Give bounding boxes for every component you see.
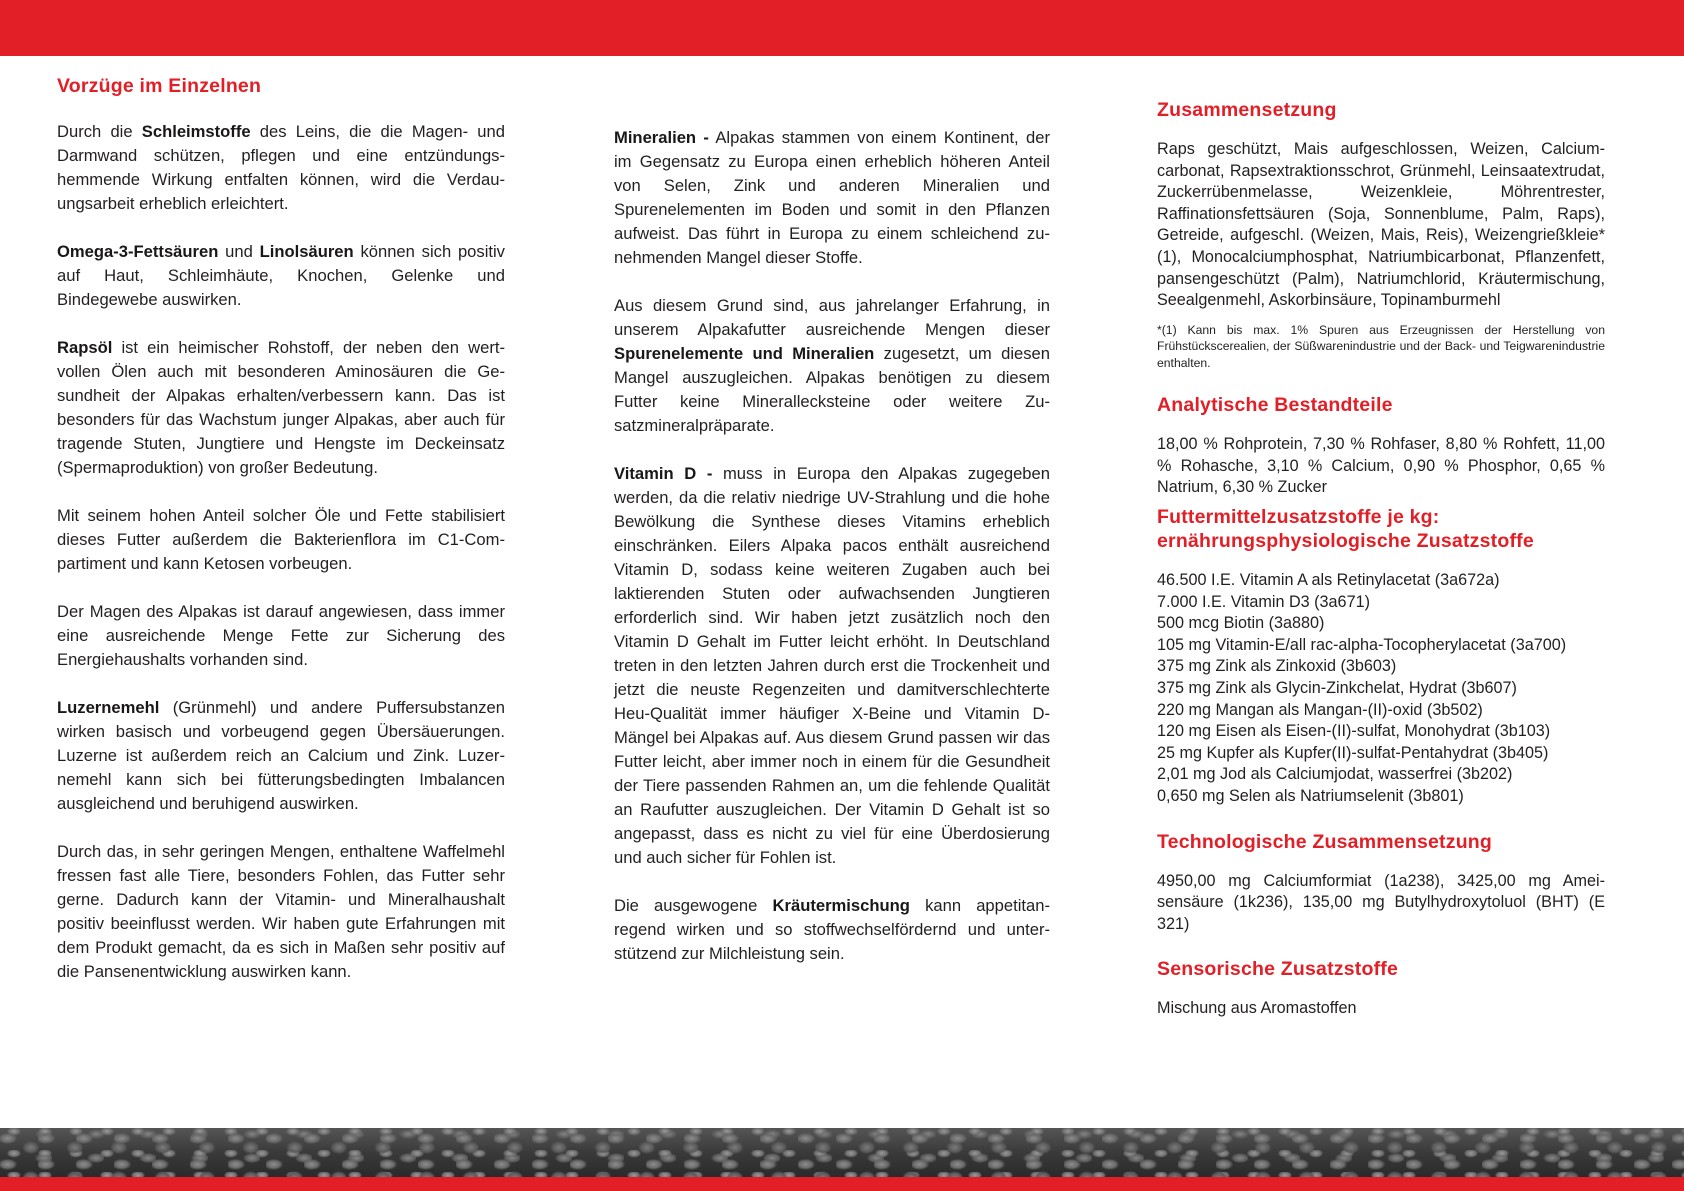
list-item: 0,650 mg Selen als Natriumselenit (3b801) — [1157, 786, 1464, 805]
text-sensorische-zusatzstoffe: Mischung aus Aromastoffen — [1157, 999, 1357, 1018]
heading-futtermittelzusatzstoffe: Futtermittelzusatzstoffe je kg: ernährungsphysiologische Zusatzstoffe — [1157, 506, 1534, 553]
top-red-band — [0, 0, 1684, 56]
paragraph-mineralien: Mineralien - Alpakas stammen von einem Kontinent, der im Gegensatz zu Europa einen erheblich höheren Anteil von Selen, Zink und anderen Mineralien und Spurenelementen im Boden und somit in den Pflanzen aufweist. Das führt in Europa zu einem schleichend zunehmenden Mangel dieser Stoffe. — [614, 128, 1050, 267]
left-column — [57, 74, 505, 1008]
pellet-photo-strip — [0, 1128, 1684, 1177]
list-item: 120 mg Eisen als Eisen-(II)-sulfat, Monohydrat (3b103) — [1157, 722, 1551, 741]
right-column — [1157, 98, 1605, 1042]
paragraph-waffelmehl: Durch das, in sehr geringen Mengen, enthaltene Waffelmehl fressen fast alle Tiere, besonders Fohlen, das Futter sehr gerne. Dadurch kann der Vitamin- und Mineralhaushalt positiv beeinflusst werden. Wir haben gute Erfahrungen mit dem Produkt gemacht, da es sich in Maßen sehr positiv auf die Pansenentwicklung auswirken kann. — [57, 842, 505, 981]
paragraph-rapsoel: Rapsöl ist ein heimischer Rohstoff, der neben den wertvollen Ölen auch mit besonderen Aminosäuren die Gesundheit der Alpakas erhalten/verbessern kann. Das ist besonders für das Wachstum junger Alpakas, aber auch für tragende Stuten, Jungtiere und Hengste im Deckeinsatz (Spermaproduktion) von großer Bedeutung. — [57, 338, 505, 477]
text-zusammensetzung: Raps geschützt, Mais aufgeschlossen, Weizen, Calciumcarbonat, Rapsextraktionsschrot, Grünmehl, Leinsaatextrudat, Zuckerrübenmelasse, Weizenkleie, Möhrentrester, Raffinationsfettsäuren (Soja, Sonnenblume, Palm, Raps), Getreide, aufgeschl. (Weizen, Mais, Reis), Weizengrießkleie*(1), Monocalciumphosphat, Natriumbicarbonat, Pflanzenfett, pansengeschützt (Palm), Natriumchlorid, Kräutermischung, Seealgenmehl, Askorbinsäure, Topinamburmehl — [1157, 140, 1605, 310]
paragraph-spurenelemente: Aus diesem Grund sind, aus jahrelanger Erfahrung, in unserem Alpakafutter ausreichende Mengen dieser Spurenelemente und Mineralien zugesetzt, um diesen Mangel auszugleichen. Alpakas benötigen zu diesem Futter keine Minerallecksteine oder weitere Zusatzmineralpräparate. — [614, 296, 1050, 435]
list-item: 105 mg Vitamin-E/all rac-alpha-Tocopherylacetat (3a700) — [1157, 635, 1567, 654]
heading-vorzuege: Vorzüge im Einzelnen — [57, 75, 262, 97]
list-item: 2,01 mg Jod als Calciumjodat, wasserfrei (3b202) — [1157, 765, 1513, 784]
list-item: 375 mg Zink als Zinkoxid (3b603) — [1157, 657, 1397, 676]
additives-list — [1157, 570, 1605, 808]
list-item: 220 mg Mangan als Mangan-(II)-oxid (3b502) — [1157, 700, 1483, 719]
list-item: 25 mg Kupfer als Kupfer(II)-sulfat-Pentahydrat (3b405) — [1157, 743, 1549, 762]
list-item: 375 mg Zink als Glycin-Zinkchelat, Hydrat (3b607) — [1157, 679, 1517, 697]
heading-technologische-zusammensetzung: Technologische Zusammensetzung — [1157, 830, 1493, 853]
list-item: 500 mcg Biotin (3a880) — [1157, 614, 1325, 633]
heading-analytische-bestandteile: Analytische Bestandteile — [1157, 394, 1393, 417]
bottom-red-band — [0, 1177, 1684, 1191]
footnote-spuren: *(1) Kann bis max. 1% Spuren aus Erzeugnissen der Herstellung von Frühstückscerealien, der Süßwarenindustrie und der Back- und Teigwarenindustrie enthalten. — [1157, 322, 1605, 370]
paragraph-schleimstoffe: Durch die Schleimstoffe des Leins, die die Magen- und Darmwand schützen, pflegen und eine entzündungshemmende Wirkung entfalten können, wird die Verdauungsarbeit erheblich erleichtert. — [57, 122, 505, 213]
list-item: 46.500 I.E. Vitamin A als Retinylacetat (3a672a) — [1157, 571, 1500, 590]
heading-sensorische-zusatzstoffe: Sensorische Zusatzstoffe — [1157, 958, 1399, 981]
list-item: 7.000 I.E. Vitamin D3 (3a671) — [1157, 592, 1370, 611]
middle-column — [614, 126, 1050, 990]
paragraph-magen: Der Magen des Alpakas ist darauf angewiesen, dass immer eine ausreichende Menge Fette zur Sicherung des Energiehaushalts vorhanden sind. — [57, 602, 505, 669]
paragraph-vitamin-d: Vitamin D - muss in Europa den Alpakas zugegeben werden, da die relativ niedrige UV-Strahlung und die hohe Bewölkung die Synthese dieses Vitamins erheblich einschränken. Eilers Alpaka pacos enthält ausreichend Vitamin D, sodass keine weiteren Zugaben auch bei laktierenden Stuten oder aufwachsenden Jungtieren erforderlich sind. Wir haben jetzt zusätzlich noch den Vitamin D Gehalt im Futter leicht erhöht. In Deutschland treten in den letzten Jahren durch erst die Trockenheit und jetzt die neuste Regenzeiten und damitverschlechterte Heu-Qualität immer häufiger X-Beine und Vitamin D-Mängel bei Alpakas auf. Aus diesem Grund passen wir das Futter leicht, aber immer noch in einem für die Gesundheit der Tiere passenden Rahmen an, um die fehlende Qualität an Raufutter auszugleichen. Der Vitamin D Gehalt ist so angepasst, dass es nicht zu viel für eine Überdosierung und auch sicher für Fohlen ist. — [614, 464, 1050, 867]
text-technologische-zusammensetzung: 4950,00 mg Calciumformiat (1a238), 3425,00 mg Ameisensäure (1k236), 135,00 mg Butylhydroxytoluol (BHT) (E 321) — [1157, 871, 1605, 933]
paragraph-luzernemehl: Luzernemehl (Grünmehl) und andere Puffersubstanzen wirken basisch und vorbeugend gegen Übersäuerungen. Luzerne ist außerdem reich an Calcium und Zink. Luzernemehl kann sich bei fütterungsbedingten Imbalancen ausgleichend und beruhigend auswirken. — [57, 698, 505, 813]
heading-zusammensetzung: Zusammensetzung — [1157, 99, 1337, 121]
paragraph-omega3: Omega-3-Fettsäuren und Linolsäuren können sich positiv auf Haut, Schleimhäute, Knochen, Gelenke und Bindegewebe auswirken. — [57, 242, 505, 309]
text-analytische-bestandteile: 18,00 % Rohprotein, 7,30 % Rohfaser, 8,80 % Rohfett, 11,00 % Rohasche, 3,10 % Calcium, 0,90 % Phosphor, 0,65 % Natrium, 6,30 % Zucker — [1157, 435, 1605, 497]
paragraph-oele-fette: Mit seinem hohen Anteil solcher Öle und Fette stabilisiert dieses Futter außerdem die Bakterienflora im C1-Compartiment und kann Ketosen vorbeugen. — [57, 506, 505, 573]
paragraph-kraeutermischung: Die ausgewogene Kräutermischung kann appetitanregend wirken und so stoffwechselfördernd und unterstützend zur Milchleistung sein. — [614, 896, 1050, 963]
